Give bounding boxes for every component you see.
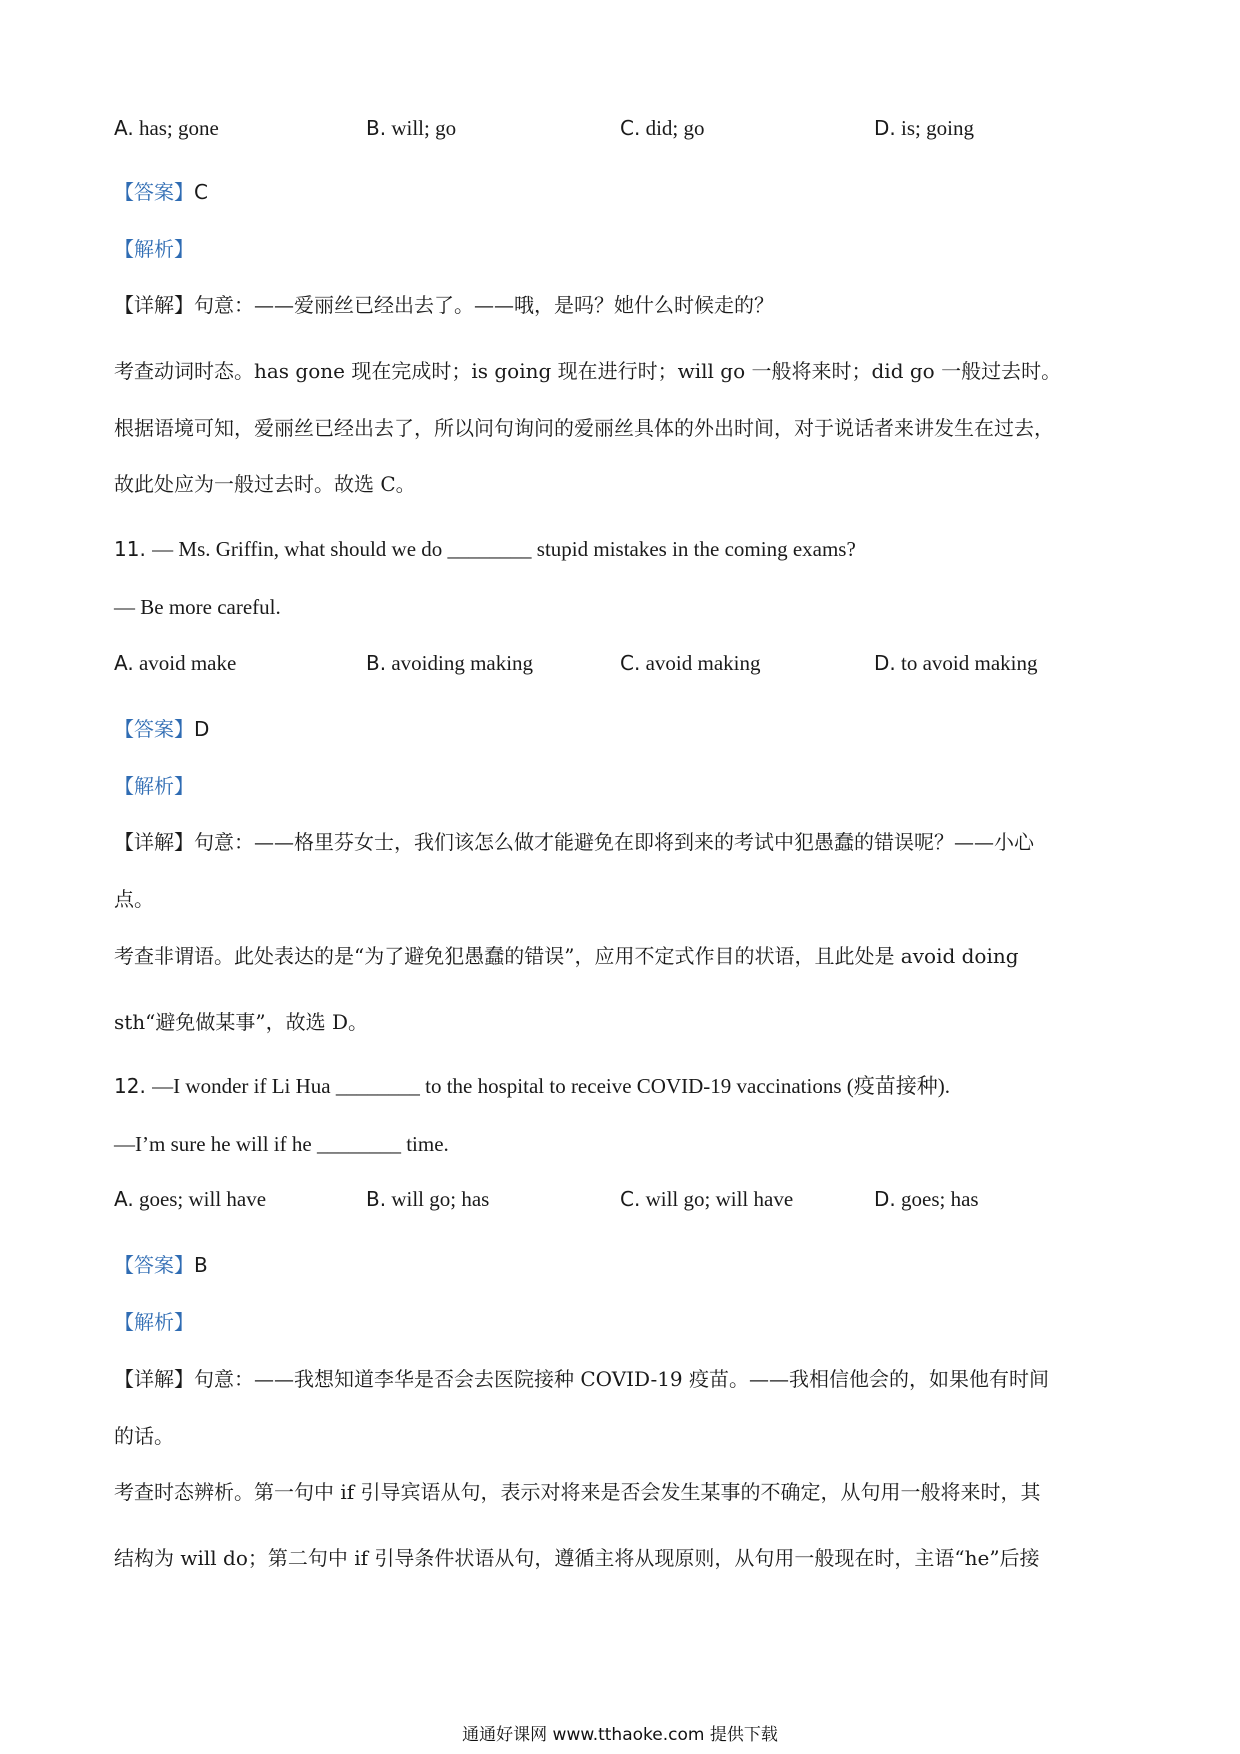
option-text: avoid make (138, 651, 237, 675)
option-letter: A. (114, 1187, 134, 1211)
option-text: will go; has (391, 1187, 490, 1211)
q11-option-a (114, 651, 236, 676)
answer-tag: 【答案】 (114, 717, 194, 741)
question-number: 11. (114, 537, 146, 561)
answer-tag: 【答案】 (114, 180, 194, 204)
option-letter: B. (366, 651, 387, 675)
q10-option-b (366, 116, 456, 141)
q10-answer (114, 178, 208, 206)
q11-detail-2: 点。 (114, 887, 154, 911)
q10-detail: 【详解】句意：——爱丽丝已经出去了。——哦，是吗？她什么时候走的？ (114, 293, 774, 317)
answer-value: B (194, 1253, 208, 1277)
q10-analysis-tag: 【解析】 (114, 237, 194, 261)
question-number: 12. (114, 1074, 146, 1098)
q11-option-b (366, 651, 533, 676)
option-letter: A. (114, 116, 134, 140)
q11-question (114, 535, 856, 563)
option-text: goes; has (901, 1187, 979, 1211)
answer-value: D (194, 717, 210, 741)
q11-detail-1: 【详解】句意：——格里芬女士，我们该怎么做才能避免在即将到来的考试中犯愚蠢的错误呢？——小心 (114, 830, 1034, 854)
q12-answer (114, 1251, 208, 1279)
q10-option-d (874, 116, 974, 141)
question-text: —I wonder if Li Hua ________ to the hospital to receive COVID-19 vaccinations (疫苗接种). (152, 1074, 950, 1098)
q11-explanation-2: sth“避免做某事”，故选 D。 (114, 1010, 369, 1034)
q12-analysis-tag: 【解析】 (114, 1310, 194, 1334)
q11-analysis-tag: 【解析】 (114, 774, 194, 798)
q12-option-a (114, 1187, 266, 1212)
q12-question (114, 1072, 950, 1100)
q10-explanation-2: 根据语境可知，爱丽丝已经出去了，所以问句询问的爱丽丝具体的外出时间，对于说话者来讲发生在过去， (114, 416, 1054, 440)
option-letter: C. (620, 116, 641, 140)
q12-detail-2: 的话。 (114, 1424, 174, 1448)
option-letter: B. (366, 1187, 387, 1211)
q10-explanation-1: 考查动词时态。has gone 现在完成时；is going 现在进行时；will go 一般将来时；did go 一般过去时。 (114, 359, 1062, 383)
option-text: has; gone (138, 116, 219, 140)
q12-detail-1: 【详解】句意：——我想知道李华是否会去医院接种 COVID-19 疫苗。——我相信他会的，如果他有时间 (114, 1367, 1050, 1391)
q12-explanation-1: 考查时态辨析。第一句中 if 引导宾语从句，表示对将来是否会发生某事的不确定，从句用一般将来时，其 (114, 1480, 1041, 1504)
option-letter: C. (620, 1187, 641, 1211)
option-text: goes; will have (138, 1187, 267, 1211)
option-text: will go; will have (645, 1187, 794, 1211)
answer-value: C (194, 180, 208, 204)
answer-tag: 【答案】 (114, 1253, 194, 1277)
option-text: to avoid making (901, 651, 1038, 675)
option-letter: D. (874, 1187, 896, 1211)
q11-reply: — Be more careful. (114, 595, 281, 619)
q11-answer (114, 715, 209, 743)
option-text: avoiding making (391, 651, 534, 675)
q10-explanation-3: 故此处应为一般过去时。故选 C。 (114, 472, 416, 496)
option-text: will; go (391, 116, 457, 140)
q12-option-d (874, 1187, 979, 1212)
q11-option-c (620, 651, 760, 676)
q12-reply: —I’m sure he will if he ________ time. (114, 1132, 449, 1156)
q10-option-a (114, 116, 219, 141)
q12-explanation-2: 结构为 will do；第二句中 if 引导条件状语从句，遵循主将从现原则，从句用一般现在时，主语“he”后接 (114, 1546, 1040, 1570)
question-text: — Ms. Griffin, what should we do ________ stupid mistakes in the coming exams? (152, 537, 856, 561)
q11-explanation-1: 考查非谓语。此处表达的是“为了避免犯愚蠢的错误”，应用不定式作目的状语，且此处是 avoid doing (114, 944, 1019, 968)
q12-option-c (620, 1187, 793, 1212)
q11-option-d (874, 651, 1038, 676)
q12-option-b (366, 1187, 489, 1212)
option-letter: C. (620, 651, 641, 675)
option-text: avoid making (645, 651, 761, 675)
option-letter: A. (114, 651, 134, 675)
q10-option-c (620, 116, 705, 141)
option-text: did; go (645, 116, 705, 140)
option-text: is; going (901, 116, 974, 140)
option-letter: B. (366, 116, 387, 140)
option-letter: D. (874, 651, 896, 675)
page-footer: 通通好课网 www.tthaoke.com 提供下载 (462, 1725, 778, 1745)
option-letter: D. (874, 116, 896, 140)
